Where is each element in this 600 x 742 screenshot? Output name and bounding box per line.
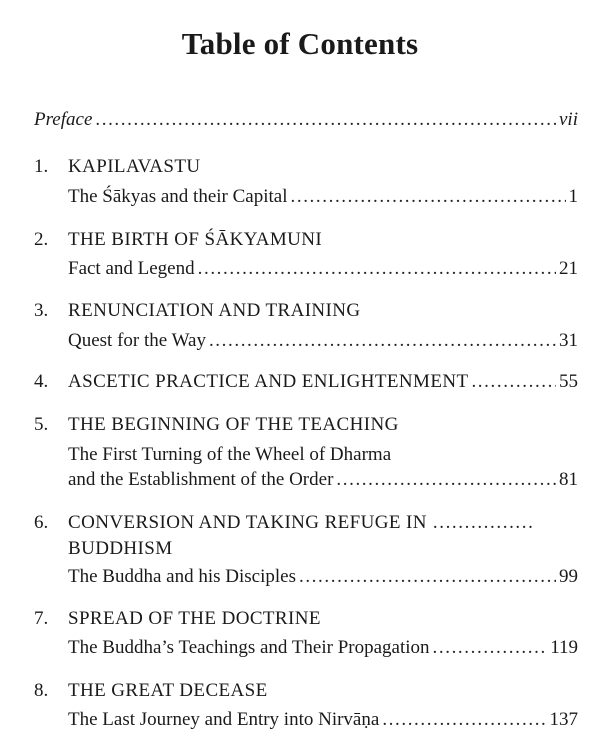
leader-dots [382, 708, 546, 732]
page-number: vii [559, 109, 578, 130]
chapter-number: 5. [34, 414, 49, 435]
chapter-heading[interactable] [34, 413, 578, 437]
leader-dots [95, 108, 556, 132]
page-number: 31 [559, 330, 578, 351]
chapter-subtitle-line[interactable] [68, 468, 578, 492]
leader-dots [433, 511, 533, 535]
chapter-number: 8. [34, 680, 49, 701]
page-number: 119 [550, 637, 578, 658]
chapter-title: THE GREAT DECEASE [68, 680, 268, 701]
chapter-subtitle: The Śākyas and their Capital [68, 186, 288, 207]
chapter-title-continuation [68, 537, 578, 561]
chapter-title: RENUNCIATION AND TRAINING [68, 300, 361, 321]
page-number: 137 [549, 709, 578, 730]
leader-dots [336, 468, 556, 492]
chapter-number: 3. [34, 300, 49, 321]
chapter-heading[interactable] [34, 511, 578, 535]
chapter-number: 2. [34, 229, 49, 250]
chapter-title: ASCETIC PRACTICE AND ENLIGHTENMENT [68, 371, 469, 392]
chapter-subtitle: The First Turning of the Wheel of Dharma [68, 444, 392, 465]
chapter-number: 7. [34, 608, 49, 629]
chapter-subtitle-line [68, 443, 578, 467]
chapter-subtitle-line[interactable] [68, 565, 578, 589]
page-number: 21 [559, 258, 578, 279]
chapter-title: THE BIRTH OF ŚĀKYAMUNI [68, 229, 323, 250]
chapter-number: 6. [34, 512, 49, 533]
leader-dots [198, 257, 556, 281]
leader-dots [291, 185, 566, 209]
chapter-heading[interactable] [34, 228, 578, 252]
preface-label: Preface [34, 109, 93, 130]
chapter-heading[interactable] [34, 607, 578, 631]
chapter-title: CONVERSION AND TAKING REFUGE IN [68, 512, 427, 533]
chapter-subtitle: The Buddha and his Disciples [68, 566, 296, 587]
leader-dots [209, 329, 556, 353]
page-number: 81 [559, 469, 578, 490]
chapter-subtitle-line[interactable] [68, 329, 578, 353]
chapter-heading[interactable] [34, 299, 578, 323]
chapter-subtitle-line[interactable] [68, 185, 578, 209]
page-title: Table of Contents [181, 26, 419, 61]
page-number: 99 [559, 566, 578, 587]
chapter-title: KAPILAVASTU [68, 156, 201, 177]
chapter-subtitle: Quest for the Way [68, 330, 206, 351]
chapter-title: SPREAD OF THE DOCTRINE [68, 608, 321, 629]
page-number: 55 [559, 371, 578, 392]
leader-dots [299, 565, 556, 589]
chapter-subtitle: Fact and Legend [68, 258, 195, 279]
chapter-title: BUDDHISM [68, 538, 173, 559]
chapter-subtitle: The Last Journey and Entry into Nirvāṇa [68, 709, 380, 730]
leader-dots [471, 370, 556, 394]
chapter-subtitle-line[interactable] [68, 708, 578, 732]
chapter-subtitle: The Buddha’s Teachings and Their Propagation [68, 637, 430, 658]
chapter-subtitle-line[interactable] [68, 636, 578, 660]
chapter-subtitle: and the Establishment of the Order [68, 469, 334, 490]
toc-entry-preface[interactable] [34, 108, 578, 132]
chapter-title: THE BEGINNING OF THE TEACHING [68, 414, 399, 435]
chapter-number: 1. [34, 156, 49, 177]
chapter-heading[interactable] [34, 370, 578, 394]
chapter-number: 4. [34, 371, 49, 392]
chapter-subtitle-line[interactable] [68, 257, 578, 281]
chapter-heading[interactable] [34, 679, 578, 703]
chapter-heading[interactable] [34, 155, 578, 179]
leader-dots [433, 636, 548, 660]
page-number: 1 [568, 186, 578, 207]
